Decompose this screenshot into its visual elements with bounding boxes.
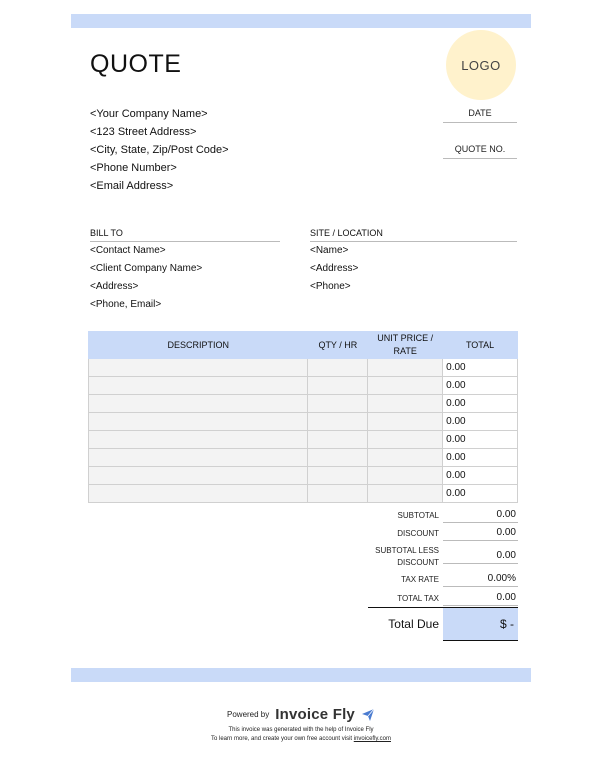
- unit-price-cell[interactable]: [368, 431, 443, 449]
- header-qty: QTY / HR: [308, 332, 368, 359]
- logo-label: LOGO: [461, 57, 501, 73]
- description-cell[interactable]: [89, 377, 308, 395]
- total-tax-row: [368, 589, 518, 609]
- site-name: <Name>: [310, 245, 349, 256]
- powered-by: [0, 706, 602, 723]
- total-tax-label: TOTAL TAX: [397, 594, 439, 603]
- description-cell[interactable]: [89, 467, 308, 485]
- total-cell: 0.00: [443, 359, 518, 377]
- table-row: [89, 467, 518, 485]
- total-cell: 0.00: [443, 395, 518, 413]
- footer-line1: This invoice was generated with the help of Invoice Fly: [228, 727, 374, 733]
- footer-line2-prefix: To learn more, and create your own free account visit: [211, 736, 354, 742]
- subtotal-less-discount-row: [368, 543, 518, 571]
- table-row: [89, 359, 518, 377]
- qty-cell[interactable]: [308, 449, 368, 467]
- description-cell[interactable]: [89, 359, 308, 377]
- date-label: DATE: [443, 108, 517, 123]
- unit-price-cell[interactable]: [368, 413, 443, 431]
- header-unit-price-line1: UNIT PRICE /: [377, 333, 434, 343]
- site-location-heading: SITE / LOCATION: [310, 228, 517, 242]
- bill-to-contact: <Contact Name>: [90, 245, 166, 256]
- summary-block: [368, 507, 518, 609]
- paper-plane-icon: [361, 708, 375, 722]
- powered-by-label: Powered by: [227, 710, 270, 719]
- total-cell: 0.00: [443, 485, 518, 503]
- unit-price-cell[interactable]: [368, 395, 443, 413]
- subtotal-less-discount-value: 0.00: [443, 550, 518, 564]
- bottom-accent-band: [71, 668, 531, 682]
- tax-rate-row: [368, 571, 518, 589]
- company-email: <Email Address>: [90, 180, 174, 192]
- bill-to-address: <Address>: [90, 281, 139, 292]
- tax-rate-value[interactable]: 0.00%: [443, 573, 518, 587]
- qty-cell[interactable]: [308, 359, 368, 377]
- unit-price-cell[interactable]: [368, 467, 443, 485]
- qty-cell[interactable]: [308, 485, 368, 503]
- document-title: QUOTE: [90, 50, 182, 78]
- unit-price-cell[interactable]: [368, 359, 443, 377]
- bill-to-company: <Client Company Name>: [90, 263, 203, 274]
- total-cell: 0.00: [443, 467, 518, 485]
- subtotal-row: [368, 507, 518, 525]
- total-cell: 0.00: [443, 431, 518, 449]
- header-unit-price: [368, 332, 443, 359]
- header-unit-price-line2: RATE: [393, 346, 417, 356]
- bill-to-block: [90, 242, 202, 314]
- total-due-label: Total Due: [388, 617, 439, 631]
- table-row: [89, 431, 518, 449]
- unit-price-cell[interactable]: [368, 485, 443, 503]
- qty-cell[interactable]: [308, 395, 368, 413]
- total-tax-value: 0.00: [443, 592, 518, 606]
- total-cell: 0.00: [443, 449, 518, 467]
- subtotal-less-line2: DISCOUNT: [397, 558, 439, 567]
- bill-to-phone-email: <Phone, Email>: [90, 299, 162, 310]
- discount-value[interactable]: 0.00: [443, 527, 518, 541]
- top-accent-band: [71, 14, 531, 28]
- company-name: <Your Company Name>: [90, 108, 208, 120]
- total-due-value: $ -: [443, 608, 518, 641]
- qty-cell[interactable]: [308, 413, 368, 431]
- table-row: [89, 377, 518, 395]
- table-row: [89, 449, 518, 467]
- footer-fine-print: [0, 726, 602, 744]
- qty-cell[interactable]: [308, 431, 368, 449]
- quote-number-label: QUOTE NO.: [443, 144, 517, 159]
- description-cell[interactable]: [89, 485, 308, 503]
- discount-row: [368, 525, 518, 543]
- subtotal-less-discount-label: [368, 545, 443, 569]
- header-description: DESCRIPTION: [89, 332, 308, 359]
- qty-cell[interactable]: [308, 377, 368, 395]
- total-cell: 0.00: [443, 413, 518, 431]
- company-phone: <Phone Number>: [90, 162, 177, 174]
- unit-price-cell[interactable]: [368, 377, 443, 395]
- table-row: [89, 485, 518, 503]
- total-due-row: [368, 607, 518, 641]
- subtotal-less-line1: SUBTOTAL LESS: [375, 546, 439, 555]
- description-cell[interactable]: [89, 449, 308, 467]
- total-cell: 0.00: [443, 377, 518, 395]
- subtotal-value: 0.00: [443, 509, 518, 523]
- line-items-table: [88, 331, 518, 503]
- footer: [0, 706, 602, 744]
- bill-to-heading: BILL TO: [90, 228, 280, 242]
- description-cell[interactable]: [89, 431, 308, 449]
- footer-link[interactable]: invoicefly.com: [353, 736, 391, 742]
- qty-cell[interactable]: [308, 467, 368, 485]
- company-info: [90, 105, 229, 195]
- unit-price-cell[interactable]: [368, 449, 443, 467]
- table-header-row: [89, 332, 518, 359]
- table-row: [89, 395, 518, 413]
- company-city: <City, State, Zip/Post Code>: [90, 144, 229, 156]
- site-phone: <Phone>: [310, 281, 351, 292]
- footer-line2: [0, 735, 602, 744]
- tax-rate-label: TAX RATE: [401, 575, 439, 584]
- site-block: [310, 242, 358, 296]
- company-street: <123 Street Address>: [90, 126, 197, 138]
- logo-placeholder: [446, 30, 516, 100]
- description-cell[interactable]: [89, 395, 308, 413]
- brand-name: Invoice Fly: [275, 706, 355, 723]
- description-cell[interactable]: [89, 413, 308, 431]
- table-row: [89, 413, 518, 431]
- site-address: <Address>: [310, 263, 359, 274]
- subtotal-label: SUBTOTAL: [397, 511, 439, 520]
- discount-label: DISCOUNT: [397, 529, 439, 538]
- header-total: TOTAL: [443, 332, 518, 359]
